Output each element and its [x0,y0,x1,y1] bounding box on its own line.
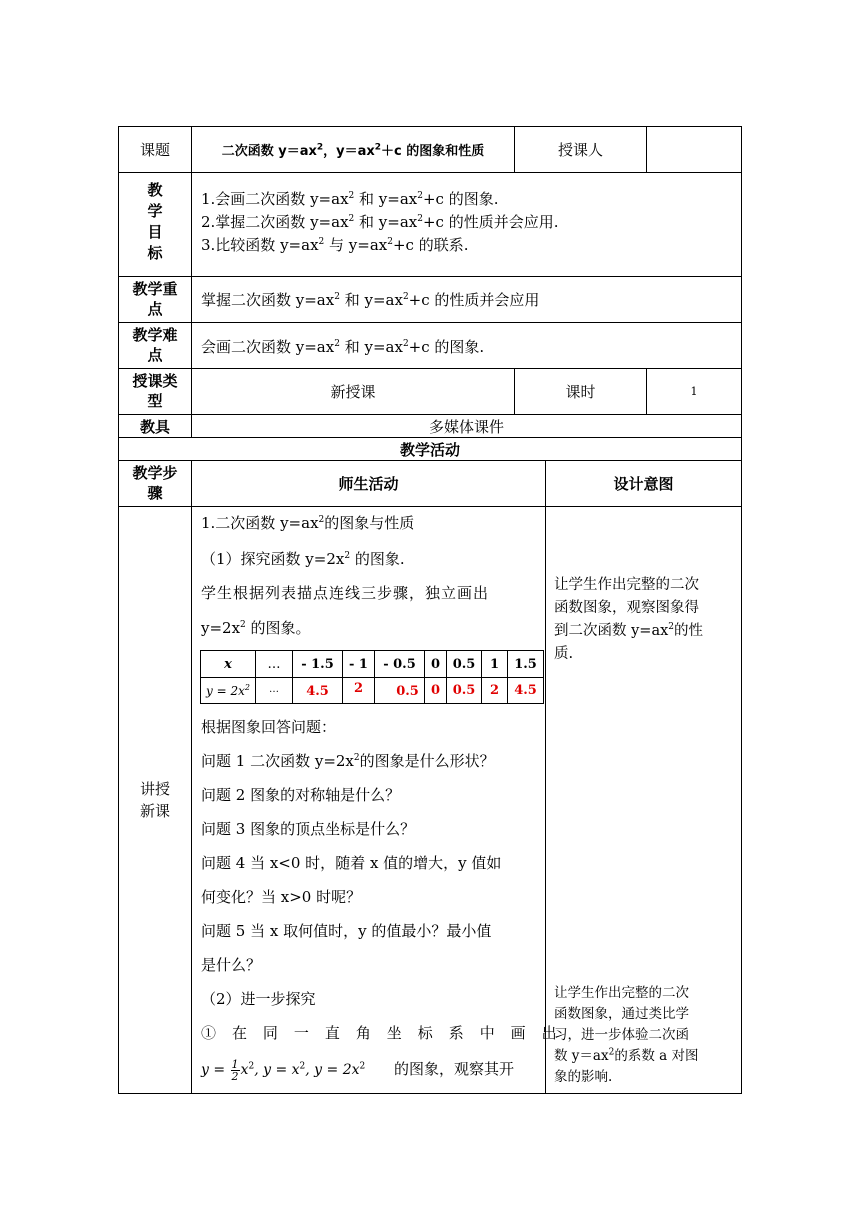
teacher-label: 授课人 [557,141,603,159]
teacher-value [647,127,741,172]
objectives-list [201,188,741,257]
content-p7: ① 在 同 一 直 角 坐 标 系 中 画 出 [201,1024,563,1042]
col-intent-header: 设计意图 [613,475,674,493]
question-4: 问题 4 当 x<0 时，随着 x 值的增大，y 值如 何变化？当 x>0 时呢？ [201,854,502,906]
table-x-cell: 1 [489,657,500,672]
col-activity-header: 师生活动 [338,475,399,493]
content-p3: 学生根据列表描点连线三步骤，独立画出 [201,584,490,602]
difficulties-label: 教学难 点 [132,326,178,364]
objective-item: 1.会画二次函数 $y=ax^2$ 和 $y=ax^2+c$ 的图象. [201,190,499,208]
table-y-cell: 0.5 [452,683,476,698]
lesson-type-label: 授课类 型 [132,372,178,410]
question-5: 问题 5 当 x 取何值时，y 的值最小？最小值 是什么？ [201,922,492,974]
content-p8: 的图象，观察其开 [394,1060,515,1078]
content-p2: （1）探究函数 $y=2x^2$ 的图象. [201,550,405,568]
content-p4: $y=2x^2$ 的图象。 [201,619,311,637]
lesson-hours-value: 1 [690,385,698,398]
table-x-cell: 1.5 [514,657,537,672]
intent-2: 让学生作出完整的二次 函数图象，通过类比学 习，进一步体验二次函 数 $y=ax^2$的系数 a 对图 象的影响. [554,985,699,1085]
content-p5: 根据图象回答问题： [201,718,337,736]
objectives-label: 教 学 目 标 [147,181,163,262]
lesson-hours-label: 课时 [565,383,596,401]
step-label: 讲授 新课 [139,780,170,820]
objective-item: 3.比较函数 $y=ax^2$ 与 $y=ax^2+c$ 的联系. [201,236,469,254]
question-1: 问题 1 二次函数 $y=2x^2$的图象是什么形状？ [201,752,495,770]
table-y-cell: 0.5 [396,684,419,699]
tools-value: 多媒体课件 [428,417,504,436]
topic-value: 二次函数 $y=ax^2$，$y=ax^2+c$ 的图象和性质 [221,142,485,159]
objective-item: 2.掌握二次函数 $y=ax^2$ 和 $y=ax^2+c$ 的性质并会应用. [201,213,559,231]
difficulties-value: 会画二次函数 $y=ax^2$ 和 $y=ax^2+c$ 的图象. [201,338,485,356]
table-x-cell: - 1.5 [301,657,334,672]
table-y-cell: 2 [353,681,364,696]
tools-label: 教具 [139,417,170,436]
table-x-cell: 0 [430,657,441,672]
table-y-cell: 2 [489,683,500,698]
table-x-label: x [224,657,232,672]
content-p6: （2）进一步探究 [201,990,316,1008]
activities-title: 教学活动 [399,440,460,459]
table-x-cell: - 0.5 [383,657,416,672]
table-y-cell: 4.5 [306,684,329,699]
content-p1: 1.二次函数 $y=ax^2$的图象与性质 [201,514,415,532]
topic-label: 课题 [139,141,170,159]
table-y-label: $y = 2x^2$ [206,682,250,698]
key-points-label: 教学重 点 [132,280,178,318]
question-3: 问题 3 图象的顶点坐标是什么？ [201,820,416,838]
table-y-cell: 0 [430,683,441,698]
content-formula: y = $\frac{1}{2}$ $x^2$, $y = x^2$, $y = 2x^2$ [201,1057,366,1083]
table-y-cell: 4.5 [514,683,537,698]
table-x-cell: … [267,657,281,672]
table-y-cell: … [269,683,279,695]
question-2: 问题 2 图象的对称轴是什么？ [201,786,401,804]
table-x-cell: - 1 [349,657,368,672]
col-step-header: 教学步 骤 [132,464,178,502]
table-x-cell: 0.5 [452,657,476,672]
key-points-value: 掌握二次函数 $y=ax^2$ 和 $y=ax^2+c$ 的性质并会应用 [201,291,540,309]
lesson-type-value: 新授课 [330,383,376,401]
intent-1: 让学生作出完整的二次 函数图象，观察图象得 到二次函数 $y=ax^2$的性 质. [554,577,704,662]
